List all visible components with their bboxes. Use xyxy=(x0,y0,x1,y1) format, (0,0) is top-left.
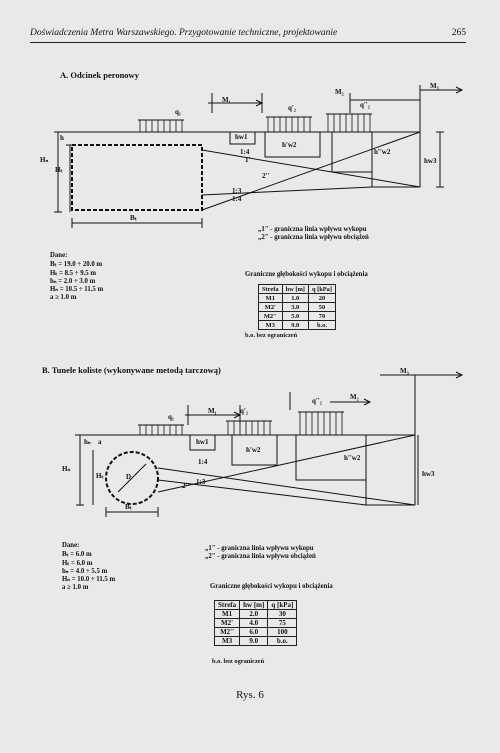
b-legend-line-2: „2" - graniczna linia wpływu obciążeń xyxy=(205,553,316,560)
table-cell: 2.0 xyxy=(240,610,268,619)
b-legend-line-1: „1" - graniczna linia wpływu wykopu xyxy=(205,545,314,552)
a-label-s3: 1:4 xyxy=(232,195,242,203)
b-label-s1: 1:4 xyxy=(198,458,208,466)
a-label-hw2pp: h''w2 xyxy=(374,148,391,156)
b-given-title: Dane: xyxy=(62,542,80,549)
a-label-hn: Hₙ xyxy=(40,156,49,164)
table-header: Strefa xyxy=(259,285,283,294)
a-label-q1: q₁ xyxy=(175,108,181,116)
header-title: Doświadczenia Metra Warszawskiego. Przygotowanie techniczne, projektowanie xyxy=(30,28,338,38)
a-load-hatch xyxy=(140,114,370,132)
a-label-q2pp: q''₂ xyxy=(360,101,370,109)
b-table-note: b.o. bez ograniczeń xyxy=(212,658,265,665)
b-label-q2pp: q''₂ xyxy=(312,397,322,405)
a-label-h: h xyxy=(60,134,64,142)
a-label-hw3: hw3 xyxy=(424,157,437,165)
a-limits-table xyxy=(258,284,336,330)
a-label-m3: M₃ xyxy=(430,82,439,90)
b-given-ht: Hₜ = 6.0 m xyxy=(62,559,93,567)
table-header: q [kPa] xyxy=(268,601,297,610)
b-label-hw1: hw1 xyxy=(196,438,209,446)
table-row xyxy=(215,628,297,637)
b-label-q2p: q'₂ xyxy=(240,407,248,415)
table-cell: b.o. xyxy=(308,321,335,330)
a-label-r2: 2'' xyxy=(262,172,270,180)
section-b-title: B. Tunele koliste (wykonywane metodą tarczową) xyxy=(42,365,221,375)
table-cell: 20 xyxy=(308,294,335,303)
b-given-hn-small: hₙ = 4.0 ÷ 5.5 m xyxy=(62,567,108,575)
b-label-d: D xyxy=(126,473,132,481)
a-label-r1: 1' xyxy=(245,156,251,164)
a-label-m2: M₂ xyxy=(335,88,344,96)
b-line-3 xyxy=(158,468,415,505)
a-given-hn: Hₙ = 10.5 ÷ 11.5 m xyxy=(50,286,104,294)
table-cell: 70 xyxy=(308,312,335,321)
b-label-ht: Hₜ xyxy=(96,472,104,480)
a-line-2 xyxy=(202,187,372,195)
table-cell: M2'' xyxy=(215,628,240,637)
table-cell: 50 xyxy=(308,303,335,312)
b-label-hw2p: h'w2 xyxy=(246,446,261,454)
a-label-ht: Hₜ xyxy=(55,166,63,174)
figure-caption: Rys. 6 xyxy=(236,689,264,701)
a-label-bt: Bₜ xyxy=(130,214,137,222)
table-header: hw [m] xyxy=(240,601,268,610)
a-table-note: b.o. bez ograniczeń xyxy=(245,332,298,339)
a-label-hw2p: h'w2 xyxy=(282,141,297,149)
b-excavation-hw3 xyxy=(366,435,415,505)
table-row xyxy=(259,303,336,312)
table-cell: M1 xyxy=(215,610,240,619)
a-legend xyxy=(258,226,369,242)
table-cell: M3 xyxy=(215,637,240,646)
b-label-hw2pp: h''w2 xyxy=(344,454,361,462)
table-row xyxy=(259,321,336,330)
a-given-ht: Hₜ = 8.5 ÷ 9.5 m xyxy=(50,269,97,277)
table-cell: 4.0 xyxy=(240,619,268,628)
table-row xyxy=(259,312,336,321)
b-label-hn-big: Hₙ xyxy=(62,465,71,473)
a-legend-line-2: „2" - graniczna linia wpływu obciążeń xyxy=(258,234,369,241)
b-label-bt: Bₜ xyxy=(125,503,132,511)
b-label-m2: M₂ xyxy=(350,393,359,401)
b-label-m3: M₃ xyxy=(400,367,409,375)
b-given-data xyxy=(62,542,115,593)
a-label-hw1: hw1 xyxy=(235,133,248,141)
a-excavation-hw2pp xyxy=(332,132,372,172)
b-label-s2: 1:3 xyxy=(196,478,206,486)
table-header-row xyxy=(215,601,297,610)
a-label-m1: M₁ xyxy=(222,96,231,104)
a-given-bt: Bₜ = 19.0 ÷ 20.0 m xyxy=(50,261,103,269)
table-row xyxy=(215,619,297,628)
b-given-hn: Hₙ = 10.0 ÷ 11.5 m xyxy=(62,576,116,584)
a-label-s2: 1:3 xyxy=(232,187,242,195)
table-header: q [kPa] xyxy=(308,285,335,294)
table-cell: 5.0 xyxy=(282,312,308,321)
a-given-data xyxy=(50,252,103,303)
a-given-hn-small: hₙ = 2.0 ÷ 3.0 m xyxy=(50,277,96,285)
table-cell: 9.0 xyxy=(240,637,268,646)
table-cell: 3.0 xyxy=(282,303,308,312)
table-cell: 9.0 xyxy=(282,321,308,330)
table-row xyxy=(215,637,297,646)
a-legend-line-1: „1" - graniczna linia wpływu wykopu xyxy=(258,226,367,233)
b-label-r3: 2'' xyxy=(182,482,190,490)
table-header-row xyxy=(259,285,336,294)
table-cell: 75 xyxy=(268,619,297,628)
table-cell: M3 xyxy=(259,321,283,330)
table-cell: 30 xyxy=(268,610,297,619)
table-row xyxy=(259,294,336,303)
table-cell: 1.0 xyxy=(282,294,308,303)
table-cell: M2'' xyxy=(259,312,283,321)
table-cell: M1 xyxy=(259,294,283,303)
table-cell: M2' xyxy=(215,619,240,628)
a-given-title: Dane: xyxy=(50,252,68,259)
b-table-title: Graniczne głębokości wykopu i obciążenia xyxy=(210,583,333,590)
b-label-a: a xyxy=(98,438,102,446)
b-given-a: a ≥ 1.0 m xyxy=(62,584,89,592)
b-label-hw3: hw3 xyxy=(422,470,435,478)
table-cell: M2' xyxy=(259,303,283,312)
table-header: hw [m] xyxy=(282,285,308,294)
table-cell: 100 xyxy=(268,628,297,637)
a-label-s1: 1:4 xyxy=(240,148,250,156)
table-header: Strefa xyxy=(215,601,240,610)
b-limits-table xyxy=(214,600,297,646)
b-label-m1: M₁ xyxy=(208,407,217,415)
a-table-title: Graniczne głębokości wykopu i obciążenia xyxy=(245,271,368,278)
b-given-bt: Bₜ = 6.0 m xyxy=(62,551,92,559)
table-cell: 6.0 xyxy=(240,628,268,637)
table-cell: b.o. xyxy=(268,637,297,646)
table-row xyxy=(215,610,297,619)
b-label-hn: hₙ xyxy=(84,438,91,446)
a-label-q2p: q'₂ xyxy=(288,104,296,112)
a-given-a: a ≥ 1.0 m xyxy=(50,294,77,302)
b-legend xyxy=(205,545,316,561)
b-label-q1: q₁ xyxy=(168,413,174,421)
section-a-title: A. Odcinek peronowy xyxy=(60,70,139,80)
a-station-box xyxy=(72,145,202,210)
page-number: 265 xyxy=(451,28,466,38)
